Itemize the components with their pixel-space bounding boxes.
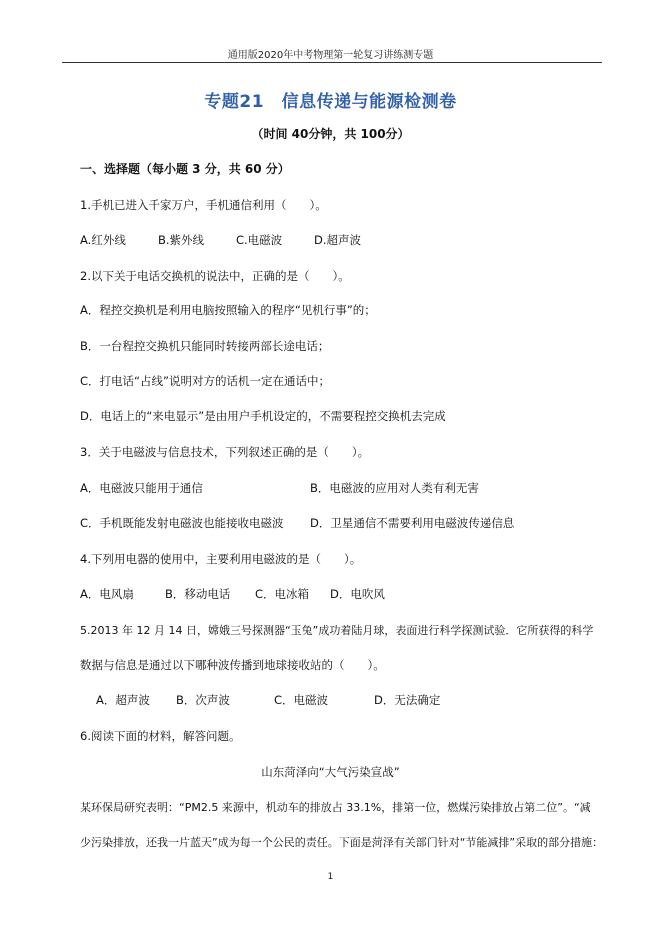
question-5-option-a: A．超声波: [96, 693, 150, 707]
question-2-option-d: D．电话上的“来电显示”是由用户手机设定的，不需要程控交换机去完成: [80, 409, 446, 423]
question-1-stem: 1.手机已进入千家万户，手机通信利用（ ）。: [80, 198, 327, 212]
page-subtitle: （时间 40分钟，共 100分）: [251, 127, 410, 141]
page-number: 1: [327, 872, 334, 882]
question-4-option-d: D．电吹风: [330, 587, 385, 601]
question-2-option-a: A．程控交换机是利用电脑按照输入的程序“见机行事”的；: [80, 303, 376, 317]
question-5-option-b: B．次声波: [176, 693, 230, 707]
question-5-option-c: C．电磁波: [274, 693, 329, 707]
question-2-option-b: B．一台程控交换机只能同时转接两部长途电话；: [80, 339, 330, 353]
question-1-option-d: D.超声波: [314, 233, 362, 247]
question-4-option-a: A．电风扇: [80, 587, 134, 601]
question-1-option-b: B.紫外线: [158, 233, 205, 247]
page-title: 专题21 信息传递与能源检测卷: [204, 92, 457, 112]
question-5-stem-line-2: 数据与信息是通过以下哪种波传播到地球接收站的（ ）。: [80, 658, 385, 672]
question-4-stem: 4.下列用电器的使用中，主要利用电磁波的是（ ）。: [80, 552, 362, 566]
material-paragraph-line-2: 少污染排放，还我一片蓝天”成为每一个公民的责任。下面是菏泽有关部门针对“节能减排”采取的部分措施：: [80, 836, 604, 849]
question-3-stem: 3．关于电磁波与信息技术，下列叙述正确的是（ ）。: [80, 445, 370, 459]
question-4-option-b: B．移动电话: [165, 587, 231, 601]
question-6-stem: 6.阅读下面的材料，解答问题。: [80, 729, 241, 743]
question-2-option-c: C．打电话“占线”说明对方的话机一定在通话中；: [80, 374, 330, 388]
question-5-stem-line-1: 5.2013 年 12 月 14 日，嫦娥三号探测器“玉兔”成功着陆月球，表面进行科学探测试验．它所获得的科学: [80, 624, 594, 637]
question-3-option-d: D．卫星通信不需要利用电磁波传递信息: [310, 516, 515, 530]
material-title: 山东菏泽向“大气污染宣战”: [261, 765, 400, 779]
question-1-option-c: C.电磁波: [236, 233, 283, 247]
material-paragraph-line-1: 某环保局研究表明：“PM2.5 来源中，机动车的排放占 33.1%，排第一位，燃煤污染排放占第二位”。“减: [80, 801, 591, 814]
question-3-option-b: B．电磁波的应用对人类有利无害: [310, 481, 479, 495]
question-1-option-a: A.红外线: [80, 233, 126, 247]
section-heading: 一、选择题（每小题 3 分，共 60 分）: [80, 162, 290, 176]
question-2-stem: 2.以下关于电话交换机的说法中，正确的是（ ）。: [80, 269, 350, 283]
question-5-option-d: D．无法确定: [374, 693, 441, 707]
question-3-option-a: A．电磁波只能用于通信: [80, 481, 203, 495]
header-rule: [62, 62, 602, 63]
question-4-option-c: C．电冰箱: [255, 587, 310, 601]
question-3-option-c: C．手机既能发射电磁波也能接收电磁波: [80, 516, 284, 530]
running-header: 通用版2020年中考物理第一轮复习讲练测专题: [227, 50, 434, 61]
